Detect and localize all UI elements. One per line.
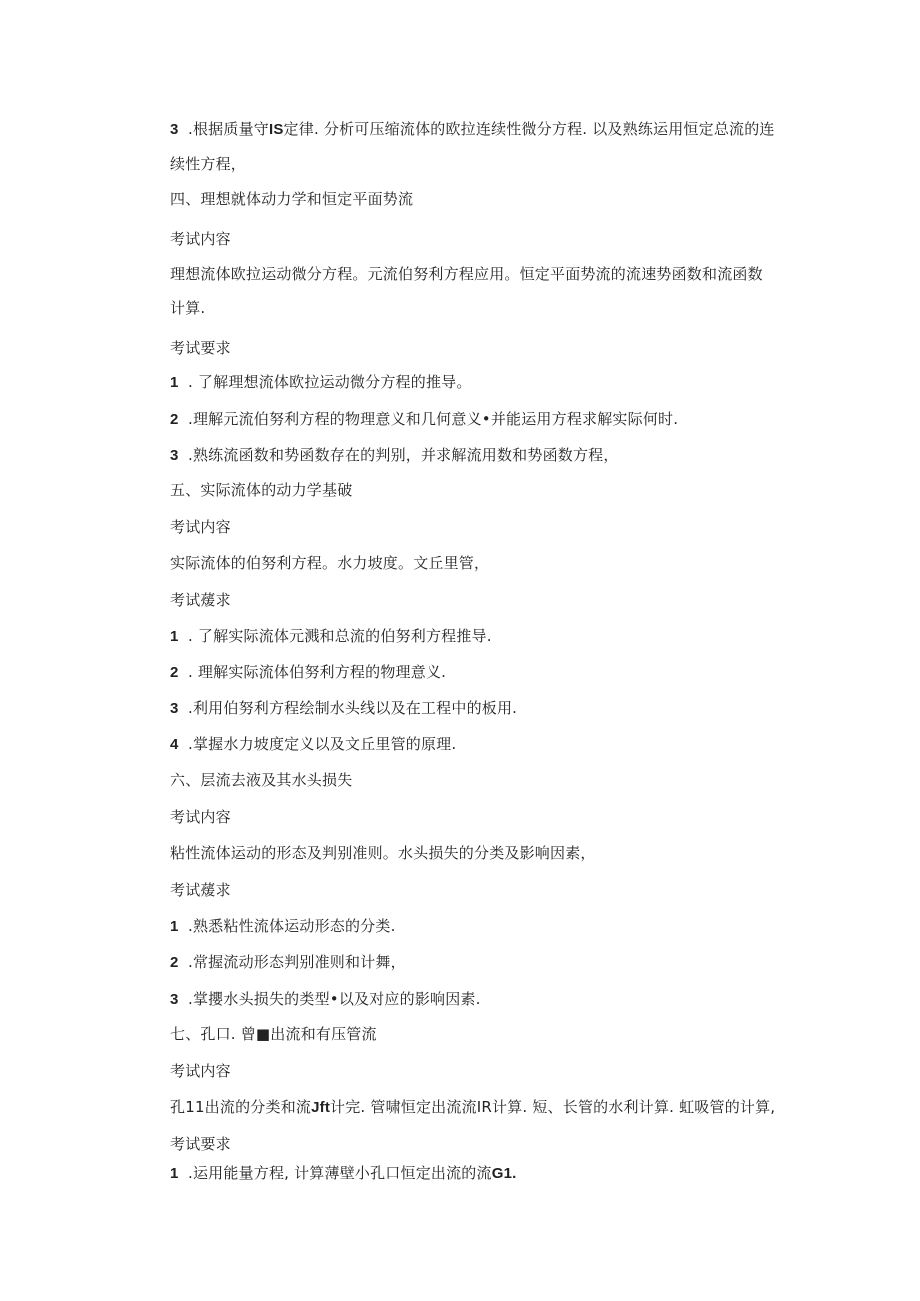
list-item	[170, 626, 492, 647]
line-bold-text: IS	[268, 121, 284, 138]
line-text-tail: 计完. 管啸恒定出流流IR计算. 短、长管的水利计算. 虹吸管的计算,	[330, 1098, 776, 1116]
line-text: .理解元流伯努利方程的物理意义和几何意义•并能运用方程求解实际何时.	[188, 410, 679, 428]
list-item	[170, 1163, 517, 1184]
item-number: 1	[170, 918, 179, 935]
subheading	[170, 1061, 231, 1081]
line-text: 考试蕿求	[170, 591, 231, 609]
list-item	[170, 445, 619, 466]
text-line	[170, 553, 489, 573]
item-number: 3	[170, 700, 179, 717]
list-item	[170, 698, 517, 719]
item-number: 3	[170, 447, 179, 464]
item-number: 4	[170, 736, 179, 753]
line-text: 考试内容	[170, 808, 231, 826]
line-text: .根据质量守	[188, 120, 269, 138]
item-number: 1	[170, 628, 179, 645]
line-text: .利用伯努利方程绘制水头线以及在工程中的板用.	[188, 699, 518, 717]
section-heading	[170, 1024, 377, 1044]
subheading	[170, 338, 231, 358]
list-item	[170, 409, 678, 430]
text-line	[170, 119, 775, 140]
line-text: . 理解实际流体伯努利方程的物理意义.	[188, 663, 447, 681]
line-text: 考试要求	[170, 1135, 231, 1153]
line-text: 五、实际流体的动力学基破	[170, 481, 353, 499]
line-text: . 了解实际流体元溅和总流的伯努利方程推导.	[188, 627, 492, 645]
text-line	[170, 298, 205, 318]
line-text: 考试内容	[170, 518, 231, 536]
subheading	[170, 590, 231, 610]
list-item	[170, 989, 481, 1010]
subheading	[170, 807, 231, 827]
line-text: 孔11出流的分类和流	[170, 1098, 312, 1116]
line-text: 六、层流去液及其水头损失	[170, 771, 353, 789]
item-number: 2	[170, 664, 179, 681]
section-heading	[170, 189, 413, 209]
line-text: 续性方程，	[170, 155, 247, 173]
line-text: 考试要求	[170, 339, 231, 357]
section-heading	[170, 480, 352, 500]
text-line	[170, 1097, 775, 1118]
line-text: .掌握水力坡度定义以及文丘里管的原理.	[188, 735, 457, 753]
line-text: 七、孔口. 曾■出流和有压管流	[170, 1025, 377, 1043]
subheading	[170, 1134, 231, 1154]
subheading	[170, 880, 231, 900]
section-heading	[170, 770, 352, 790]
item-number: 2	[170, 954, 179, 971]
subheading	[170, 517, 231, 537]
line-text: 考试内容	[170, 1062, 231, 1080]
line-text-tail: 定律. 分析可压缩流体的欧拉连续性微分方程. 以及熟练运用恒定总流的连	[283, 120, 775, 138]
line-text: 考试内容	[170, 230, 231, 248]
line-text: .运用能量方程, 计算薄壁小孔口恒定出流的流	[188, 1164, 492, 1182]
item-number: 1	[170, 1165, 179, 1182]
text-line	[170, 843, 596, 863]
list-item	[170, 916, 396, 937]
line-text: .掌攖水头损失的类型•以及对应的影响因素.	[188, 990, 481, 1008]
item-number: 2	[170, 411, 179, 428]
line-text: .熟练流函数和势函数存在的判别，并求解流用数和势函数方程，	[188, 446, 619, 464]
line-text: .常握流动形态判别准则和计舞，	[188, 953, 406, 971]
list-item	[170, 662, 446, 683]
line-text: 计算.	[170, 299, 206, 317]
item-number: 1	[170, 374, 179, 391]
line-bold-text: Jft	[311, 1099, 331, 1116]
item-number: 3	[170, 121, 179, 138]
line-text: 考试蕿求	[170, 881, 231, 899]
text-line	[170, 264, 763, 284]
line-text: 四、理想就体动力学和恒定平面势流	[170, 190, 414, 208]
line-text: 实际流体的伯努利方程。水力坡度。文丘里管，	[170, 554, 490, 572]
subheading	[170, 229, 231, 249]
line-text: .熟悉粘性流体运动形态的分类.	[188, 917, 396, 935]
line-text: 理想流体欧拉运动微分方程。元流伯努利方程应用。恒定平面势流的流速势函数和流函数	[170, 265, 763, 283]
list-item	[170, 952, 406, 973]
line-text: . 了解理想流体欧拉运动微分方程的推导。	[188, 373, 472, 391]
list-item	[170, 734, 456, 755]
list-item	[170, 372, 472, 393]
text-line	[170, 154, 246, 174]
item-number: 3	[170, 991, 179, 1008]
line-text: 粘性流体运动的形态及判别准则。水头损失的分类及影响因素，	[170, 844, 596, 862]
line-bold-text: G1.	[491, 1165, 517, 1182]
